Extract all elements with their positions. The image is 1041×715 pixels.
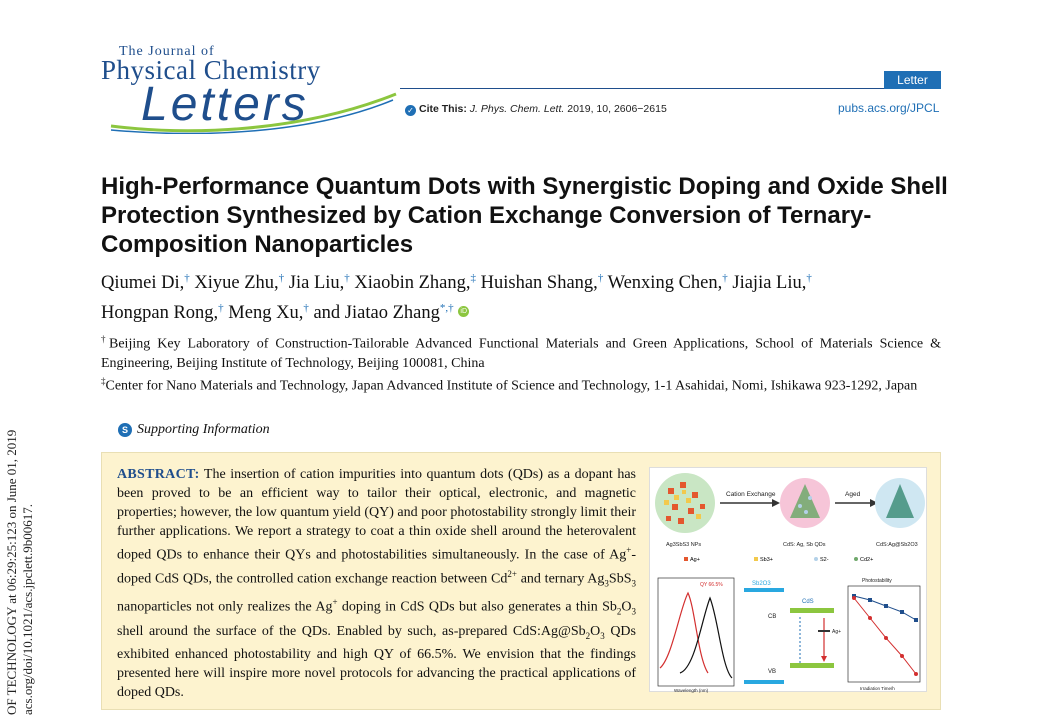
watermark-line-1: OF TECHNOLOGY at 06:29:25:123 on June 01, 2019	[4, 429, 19, 715]
spectra-plot	[658, 578, 734, 686]
supporting-information-link[interactable]: S Supporting Information	[118, 422, 270, 438]
photostability-title: Photostability	[862, 578, 892, 584]
supporting-info-icon: S	[118, 423, 132, 437]
band-ag: Ag+	[832, 629, 842, 635]
watermark-line-2: acs.org/doi/10.1021/acs.jpclett.9b00617.	[20, 504, 35, 715]
logo-line-1: The Journal of	[119, 44, 215, 59]
photostability-plot	[848, 586, 920, 682]
step-label-aged: Aged	[845, 491, 861, 498]
author[interactable]: and Jiatao Zhang*,†	[313, 302, 454, 324]
legend-sb: Sb3+	[760, 557, 773, 563]
affiliation-1: †Beijing Key Laboratory of Construction-Tailorable Advanced Functional Materials and Green Applications, School of Materials Science & Engineering, Beijing Institute of Technology, Beijing 100081, China	[101, 334, 942, 371]
band-sb2o3: Sb2O3	[752, 581, 771, 587]
journal-url-link[interactable]: pubs.acs.org/JPCL	[838, 101, 940, 115]
cite-journal: J. Phys. Chem. Lett.	[469, 103, 565, 115]
label-qds: CdS: Ag, Sb QDs	[783, 542, 826, 548]
article-type-badge: Letter	[884, 71, 941, 89]
header-rule	[400, 88, 941, 89]
affiliation-2: ‡Center for Nano Materials and Technology, Japan Advanced Institute of Science and Technology, 1-1 Asahidai, Nomi, Ishikawa 923-1292, Japan	[101, 376, 918, 394]
band-cds: CdS	[802, 599, 814, 605]
label-nps: Ag3SbS3 NPs	[666, 542, 702, 548]
band-cb: CB	[768, 614, 777, 620]
journal-logo	[101, 44, 391, 134]
spectra-xlabel: Wavelength (nm)	[674, 688, 709, 693]
logo-line-2: Physical Chemistry	[101, 55, 321, 85]
article-title: High-Performance Quantum Dots with Synergistic Doping and Oxide Shell Protection Synthesized by Cation Exchange Conversion of Ternary-Composition Nanoparticles	[101, 173, 948, 258]
author-list	[101, 266, 941, 326]
author[interactable]: Meng Xu,†	[228, 302, 309, 324]
author[interactable]: Jiajia Liu,†	[732, 272, 812, 294]
abstract-text: ABSTRACT: The insertion of cation impurities into quantum dots (QDs) as a dopant has been proved to be an efficient way to tailor their optical, electronic, and magnetic properties; however, the low quantum yield (QY) and poor photostability strongly limit their further applications. We report a strategy to coat a thin oxide shell around the heterovalent doped QDs to enhance their QYs and photostabilities simultaneously. In the case of Ag+-doped CdS QDs, the controlled cation exchange reaction between $Cd^{2+}$ and ternary $Ag_3SbS_3$ nanoparticles not only realizes the Ag+ doping in CdS QDs but also generates a thin $Sb_2O_3$ shell around the surface of the QDs. Enabled by such, as-prepared $CdS:Ag@Sb_2O_3$ QDs exhibited enhanced photostability and high QY of 66.5%. We envision that the findings presented here will inspire more novel protocols for advancing the practical applications of doped QDs.	[117, 467, 636, 701]
legend-ag: Ag+	[690, 557, 700, 563]
author[interactable]: Hongpan Rong,†	[101, 302, 224, 324]
download-watermark	[0, 0, 40, 715]
cite-label: Cite This:	[419, 103, 467, 115]
legend-cd: Cd2+	[860, 557, 874, 563]
cite-details: 2019, 10, 2606−2615	[567, 103, 667, 115]
toc-graphic	[649, 467, 927, 692]
toc-figure	[650, 468, 928, 693]
cite-this[interactable]	[405, 103, 667, 116]
legend-s: S2-	[820, 557, 829, 563]
author[interactable]: Xiaobin Zhang,‡	[354, 272, 477, 294]
abstract-box	[101, 452, 941, 710]
author[interactable]: Wenxing Chen,†	[607, 272, 728, 294]
qy-label: QY 66.5%	[700, 582, 723, 588]
step-label-cation-exchange: Cation Exchange	[726, 491, 776, 498]
orcid-icon[interactable]: iD	[458, 306, 469, 317]
author[interactable]: Huishan Shang,†	[480, 272, 604, 294]
author[interactable]: Qiumei Di,†	[101, 272, 190, 294]
cite-icon: ✓	[405, 105, 416, 116]
band-vb: VB	[768, 669, 777, 675]
abstract-label: ABSTRACT:	[117, 467, 200, 482]
photostability-xlabel: Irradiation Time/h	[860, 686, 895, 691]
label-final: CdS:Ag@Sb2O3	[876, 542, 918, 548]
author[interactable]: Jia Liu,†	[288, 272, 350, 294]
author[interactable]: Xiyue Zhu,†	[194, 272, 285, 294]
logo-line-3: Letters	[141, 78, 309, 131]
